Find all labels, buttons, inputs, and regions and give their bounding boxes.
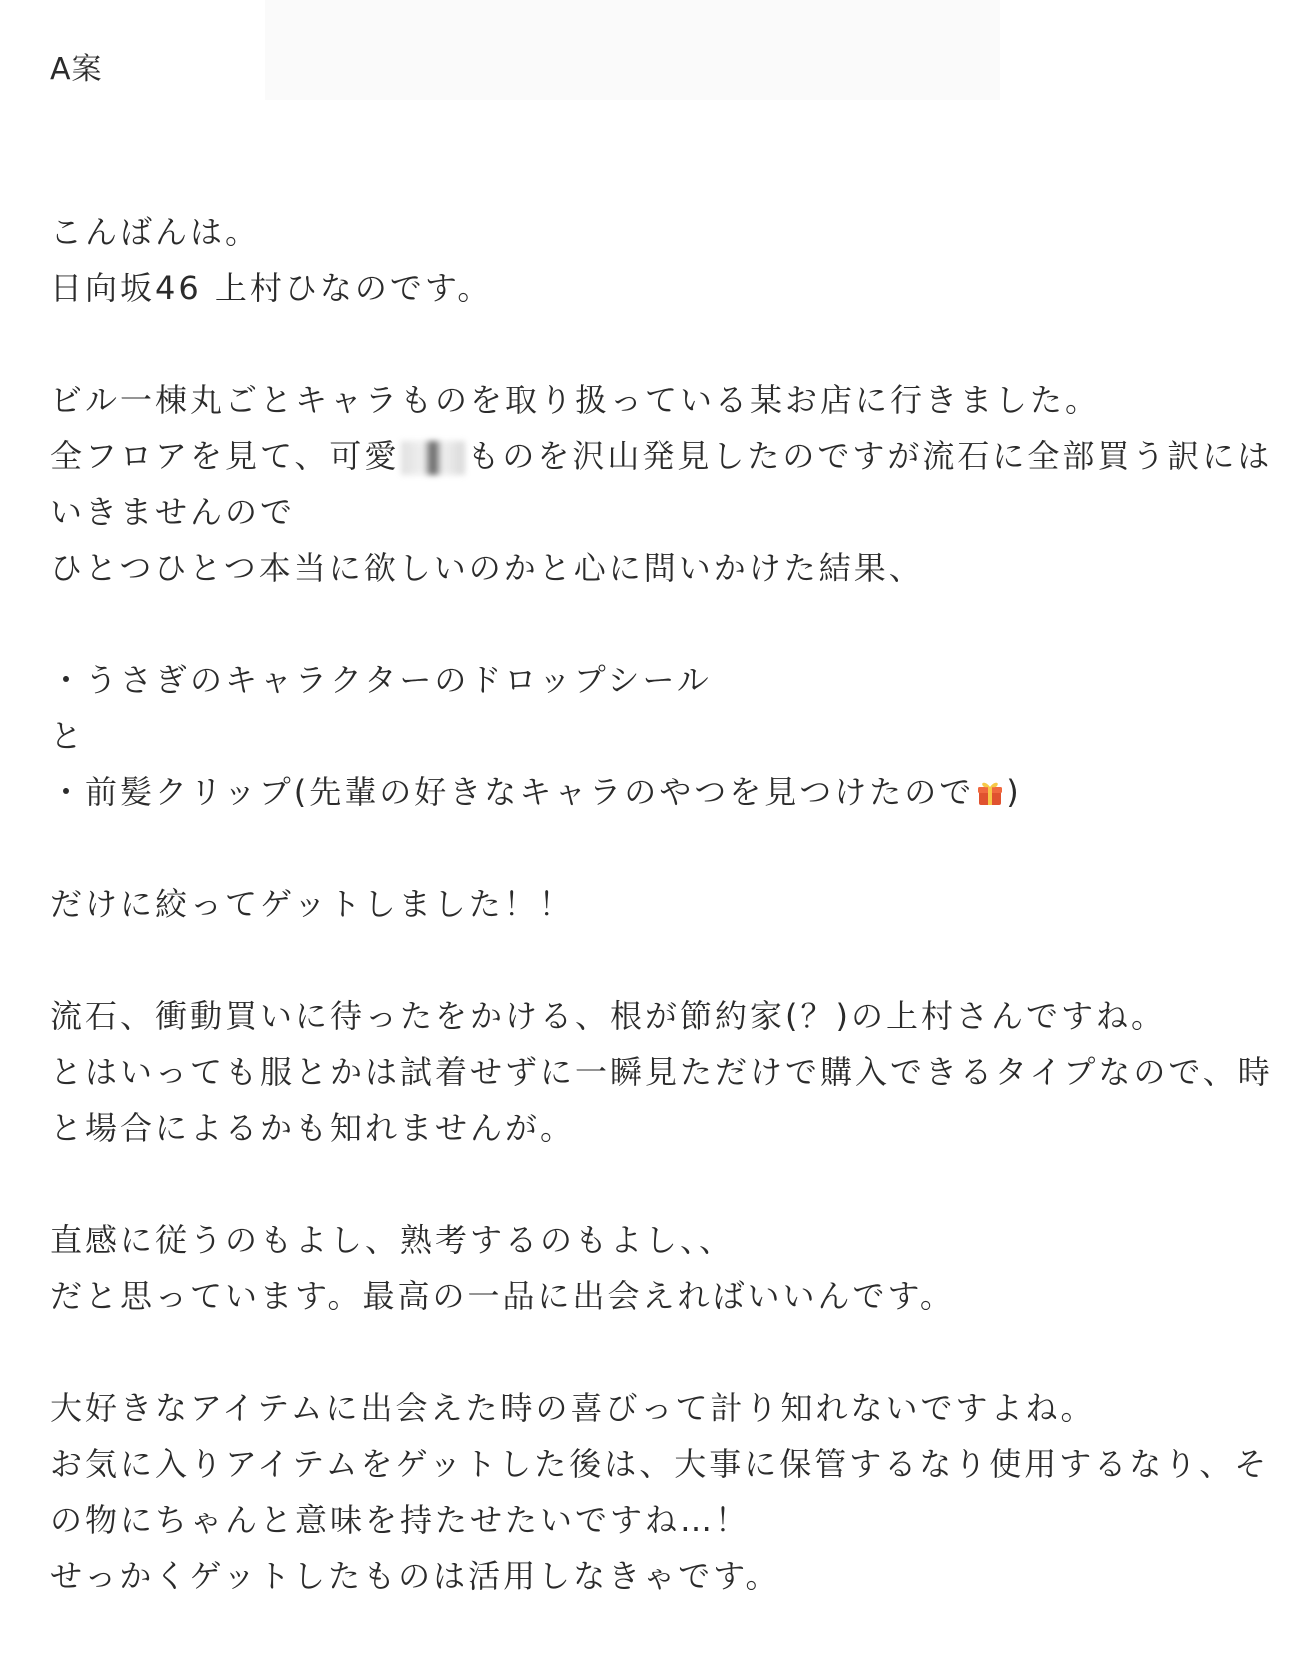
greeting-line: こんばんは。: [50, 213, 261, 251]
conjunction-line: と: [50, 717, 86, 755]
paragraph-line: せっかくゲットしたものは活用しなきゃです。: [50, 1557, 781, 1595]
intro-line: 日向坂46 上村ひなのです。: [50, 269, 493, 307]
paragraph-line: お気に入りアイテムをゲットした後は、大事に保管するなり使用するなり、その物にちゃんと意味を持たせたいですね…！: [50, 1445, 1270, 1539]
spacer: [50, 1156, 1280, 1212]
spacer: [50, 316, 1280, 372]
top-banner: [265, 0, 1000, 100]
list-item: [50, 764, 1280, 820]
paragraph-line: ひとつひとつ本当に欲しいのかと心に問いかけた結果、: [50, 549, 924, 587]
post-body: [50, 204, 1280, 1604]
list-item: ・うさぎのキャラクターのドロップシール: [50, 661, 712, 699]
paragraph-line: 直感に従うのもよし、熟考するのもよし、、: [50, 1221, 735, 1259]
paragraph-text: ものを沢山発見したのですが流石に全部買う訳にはいきませんので: [50, 437, 1273, 531]
gift-emoji-icon: [976, 768, 1004, 796]
paragraph-line: [50, 428, 1280, 540]
spacer: [50, 932, 1280, 988]
spacer: [50, 820, 1280, 876]
draft-label: A案: [50, 52, 103, 87]
paragraph-line: だと思っています。最高の一品に出会えればいいんです。: [50, 1277, 955, 1315]
paragraph-line: とはいっても服とかは試着せずに一瞬見ただけで購入できるタイプなので、時と場合によるかも知れませんが。: [50, 1053, 1273, 1147]
list-item-text: ): [1006, 773, 1022, 811]
paragraph-line: 大好きなアイテムに出会えた時の喜びって計り知れないですよね。: [50, 1389, 1096, 1427]
spacer: [50, 1324, 1280, 1380]
paragraph-line: だけに絞ってゲットしました！！: [50, 885, 574, 923]
blurred-text: [401, 441, 465, 475]
paragraph-line: 流石、衝動買いに待ったをかける、根が節約家(？)の上村さんですね。: [50, 997, 1166, 1035]
spacer: [50, 596, 1280, 652]
paragraph-line: ビル一棟丸ごとキャラものを取り扱っている某お店に行きました。: [50, 381, 1101, 419]
list-item-text: ・前髪クリップ(先輩の好きなキャラのやつを見つけたので: [50, 773, 975, 811]
paragraph-text: 全フロアを見て、可愛: [50, 437, 400, 475]
